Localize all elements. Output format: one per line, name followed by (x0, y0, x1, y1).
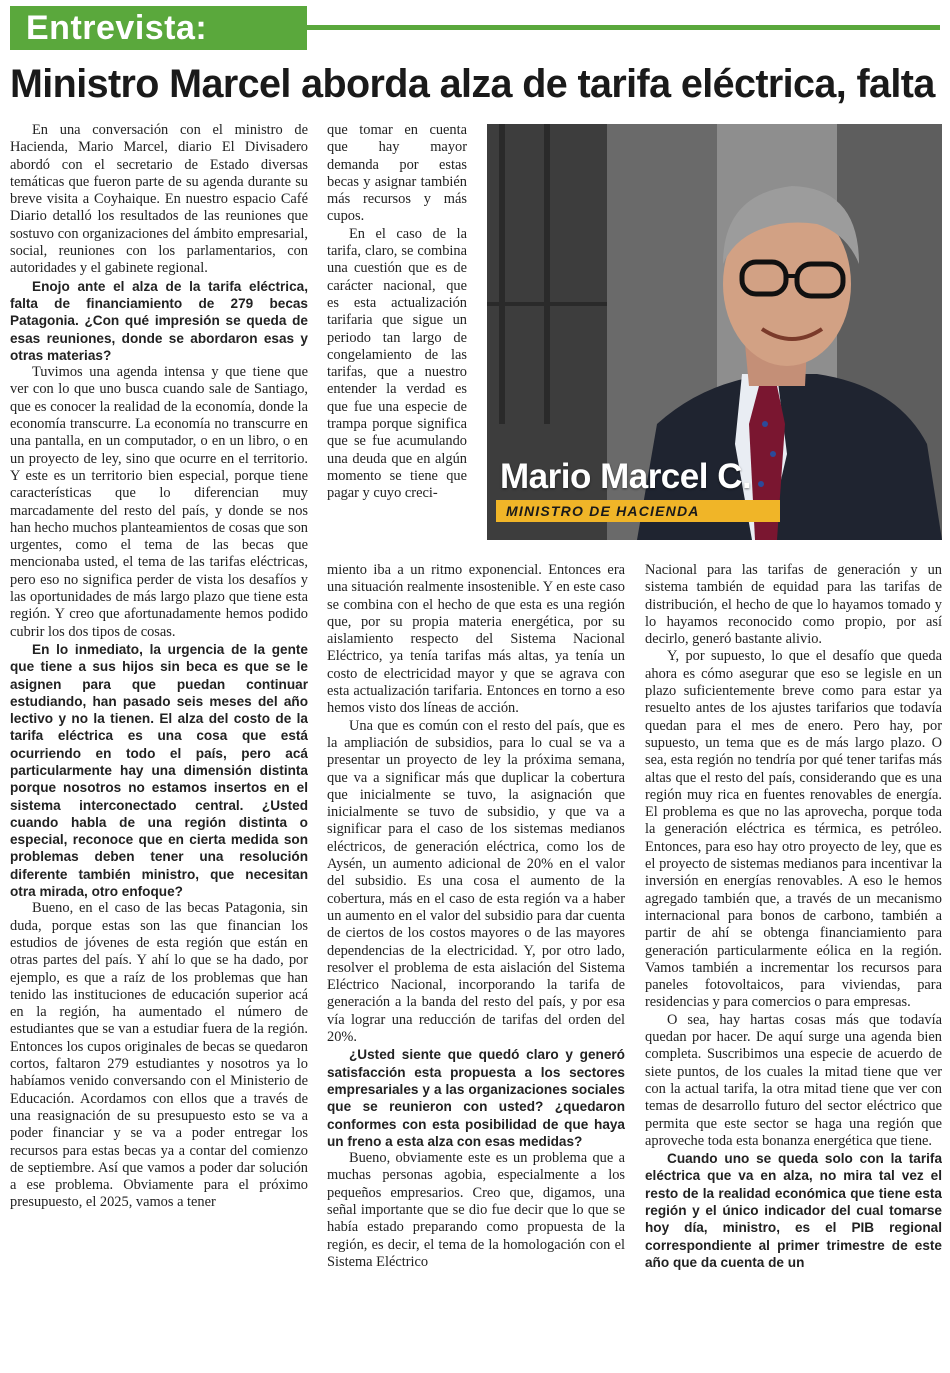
paragraph: Tuvimos una agenda intensa y que tiene que ver con lo que uno busca cuando sale de Santiago, que es conocer la realidad de la economía, donde la economía transcurre. La economía no transcurre en una pantalla, en un computador, o en un libro, o en un proyecto de ley, sino que ocurre en el territorio. Y este es un territorio bien especial, porque tiene características que lo diferencian muy marcadamente del resto del país, y donde se nos han hecho muchos planteamientos de cosas que son urgentes, como el tema de las becas que mencionaba usted, el tema de las tarifas eléctricas, pero eso no significa perder de vista los desafíos y las oportunidades de más largo plazo que tiene esta región. Y creo que afortunadamente hemos podido cubrir los dos tipos de cosas. (10, 364, 308, 640)
column-2-bottom (327, 562, 625, 1367)
question: ¿Usted siente que quedó claro y generó satisfacción esta propuesta a los sectores empresariales y a las organizaciones sociales que se reunieron con usted? ¿quedaron conformes con esta posibilidad de que haya un freno a esta alza con esas medidas? (327, 1047, 625, 1149)
question: Enojo ante el alza de la tarifa eléctrica, falta de financiamiento de 279 becas Patagonia. ¿Con qué impresión se queda de esas reuniones, donde se abordaron esas y otras materias? (10, 278, 308, 363)
column-2-top (327, 122, 467, 562)
paragraph: que tomar en cuenta que hay mayor demanda por estas becas y asignar también más recursos y más cupos. (327, 122, 467, 225)
paragraph: Bueno, obviamente este es un problema que a muchas personas agobia, especialmente a los pequeños empresarios. Creo que, digamos, una señal importante que se dio fue decir que lo que se había estado preparando como propuesta de la región, es decir, el tema de la homologación con el Sistema Eléctrico (327, 1150, 625, 1270)
photo-caption-name: Mario Marcel C. (500, 457, 752, 496)
section-tag: Entrevista: (10, 6, 307, 50)
paragraph: Y, por supuesto, lo que el desafío que queda ahora es cómo asegurar que eso se legisle en un plazo suficientemente breve como para estar ya resuelto antes de los ajustes tarifarios que todavía quedan para el mes de enero. Pero hay, por supuesto, un tema que es de más largo plazo. O sea, esta región no tendría por qué tener tarifas más altas que el resto del país, considerando que es una región muy rica en fuentes renovables de energía. El problema es que no las aprovecha, porque toda la generación eléctrica es térmica, es petróleo. Entonces, para eso hay otro proyecto de ley, que es el proyecto de sistemas medianos para incentivar la inversión en energías renovables. A eso le hemos agregado también que, a través de un mecanismo internacional para bonos de carbono, también a partir de ahí se obtenga financiamiento para generación particularmente eólica en la región. Vamos también a incrementar los recursos para paneles fotovoltaicos, para viviendas, para residencias y para comercios o para empresas. (645, 648, 942, 1011)
paragraph: O sea, hay hartas cosas más que todavía quedan por hacer. De aquí surge una agenda bien completa. Suscribimos una especie de acuerdo de siete puntos, de los cuales la mitad tiene que ver con la actual tarifa, la otra mitad tiene que ver con temas de desarrollo futuro del sector eléctrico que permita que este sector se haga una región que aproveche toda esta bonanza energética que tiene. (645, 1011, 942, 1149)
paragraph: Bueno, en el caso de las becas Patagonia, sin duda, porque estas son las que financian los estudios de jóvenes de esta región que están en otras partes del país. Y ahí lo que se ha dado, por ejemplo, es que a raíz de los problemas que han tenido las instituciones de educación superior acá en la región, ha aumentado el número de estudiantes que se van a estudiar fuera de la región. Entonces los cupos originales de becas se quedaron cortos, faltaron 279 estudiantes y nosotros ya lo habíamos venido conversando con el Ministerio de Educación. Acordamos con ellos que a través de una reasignación de su presupuesto esto se va a poder financiar y se va a poder entregar los recursos para estas becas ya a contar del comienzo de septiembre. Así que vamos a poder dar solución a ese problema. Obviamente para el próximo presupuesto, el 2025, vamos a tener (10, 900, 308, 1211)
paragraph: miento iba a un ritmo exponencial. Entonces era una situación realmente insostenible. Y en este caso se combina con el hecho de que esta es una región que, por su propia materia energética, por su aislamiento respecto del Sistema Nacional Eléctrico, ya tenía tarifas más altas, ya tenía un costo de electricidad mayor y que se agrava con esta actualización tarifaria. Entonces en torno a eso hemos visto dos líneas de acción. (327, 562, 625, 717)
photo-caption-role: MINISTRO DE HACIENDA (496, 500, 780, 522)
section-rule (307, 25, 940, 30)
question: Cuando uno se queda solo con la tarifa eléctrica que va en alza, no mira tal vez el resto de la realidad económica que tiene esta región y el único indicador del cual tomarse hoy día, ministro, es el PIB regional correspondiente al primer trimestre de este año que da cuenta de un (645, 1151, 942, 1270)
paragraph: Nacional para las tarifas de generación y un sistema también de equidad para las tarifas de distribución, el hecho de que lo hayamos tomado y lo hayamos reconocido como propio, por así decirlo, generó bastante alivio. (645, 562, 942, 648)
headline: Ministro Marcel aborda alza de tarifa eléctrica, falta (10, 62, 935, 106)
column-1 (10, 122, 308, 1367)
paragraph: Una que es común con el resto del país, que es la ampliación de subsidios, para lo cual se va a presentar un proyecto de ley la próxima semana, que va a significar más que duplicar la cobertura que inicialmente se tuvo, la asignación que inicialmente se tuvo de subsidio, y que va a significar para el caso de los sistemas medianos eléctricos, de generación eléctrica, como los de Aysén, un aumento adicional de 20% en el valor del subsidio. Es una cosa el aumento de la cobertura, más en el caso de esta región va a haber un aumento en el valor del subsidio para dar cuenta de ciertos de los costos mayores o de las mayores dependencias de la electricidad. Y, por otro lado, resolver el problema de esta aislación del Sistema Eléctrico Nacional, incorporando la tarifa de generación a la banda del resto del país, y por esa vía lograr una reducción de tarifas del orden del 20%. (327, 717, 625, 1046)
paragraph: En el caso de la tarifa, claro, se combina una cuestión que es de carácter nacional, que es esta actualización tarifaria que sigue un periodo tan largo de congelamiento de las tarifas, que a nuestro entender la verdad es que fue una especie de trampa porque significa que se fue acumulando una deuda que en algún momento se tiene que pagar y cuyo creci- (327, 225, 467, 502)
paragraph: En una conversación con el ministro de Hacienda, Mario Marcel, diario El Divisadero abordó con el secretario de Estado diversas temáticas que fueron parte de su agenda durante su breve visita a Coyhaique. En nuestro espacio Café Diario detalló los resultados de las reuniones que sostuvo con organizaciones del ámbito empresarial, social, reuniones con los parlamentarios, con autoridades y el gabinete regional. (10, 122, 308, 277)
column-3 (645, 562, 942, 1367)
question: En lo inmediato, la urgencia de la gente que tiene a sus hijos sin beca es que se le asignen para que puedan continuar estudiando, han pasado seis meses del año lectivo y no la tienen. El alza del costo de la tarifa eléctrica es una cosa que está ocurriendo en todo el país, pero acá particularmente hay una dimensión distinta porque nosotros no estamos insertos en el sistema interconectado central. ¿Usted cuando habla de una región distinta o especial, reconoce que en cierta medida son problemas deben tener una resolución diferente también ministro, que necesitan otra mirada, otro enfoque? (10, 641, 308, 900)
